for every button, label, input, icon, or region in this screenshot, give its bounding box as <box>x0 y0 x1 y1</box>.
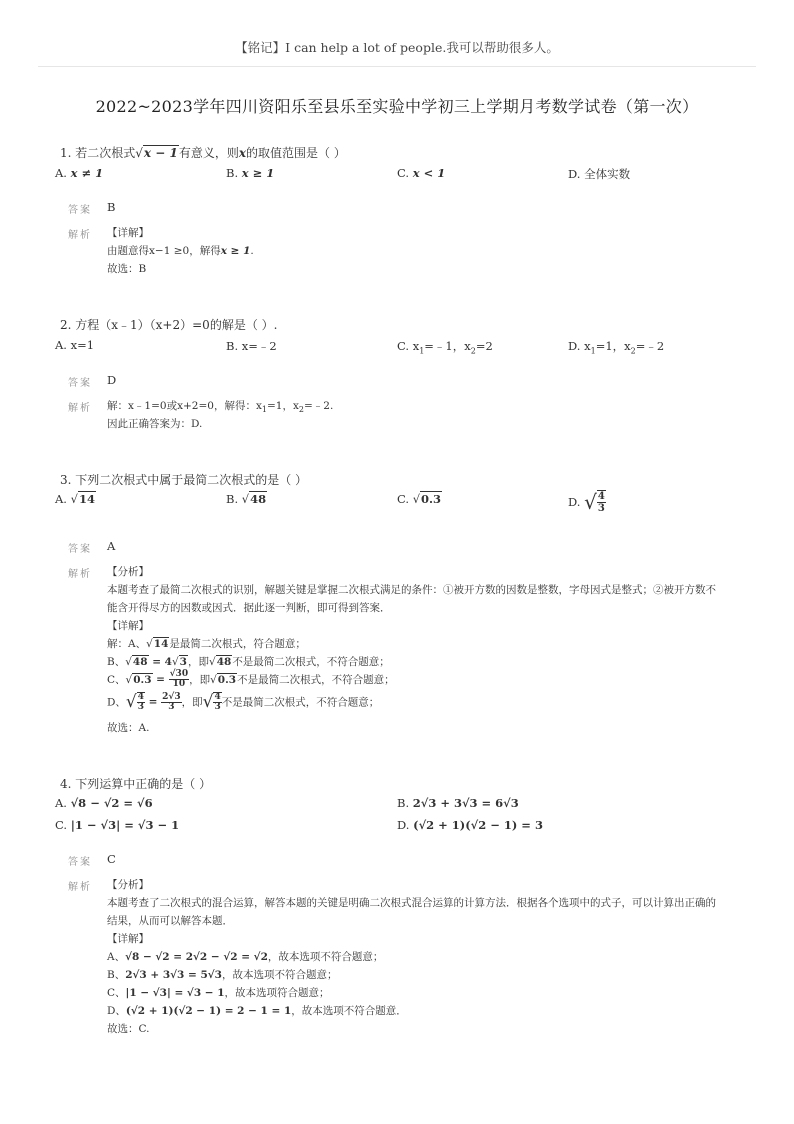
q3-exp-line3 <box>107 670 395 689</box>
q2-exp-line1-c: =﹣2. <box>303 400 334 412</box>
q4-answer-label: 答案 <box>68 857 92 868</box>
q3-exp-line4 <box>107 692 379 712</box>
q1-option-c[interactable] <box>397 166 445 180</box>
q3-option-d[interactable] <box>568 490 606 514</box>
q1-option-c-letter: C. <box>397 166 410 180</box>
q4-exp-tag2: 【详解】 <box>107 933 149 945</box>
q3-answer-label: 答案 <box>68 544 92 555</box>
q3-exp-line4-a: D、 <box>107 696 126 709</box>
q1-answer: B <box>107 200 116 214</box>
q3-exp-line2-radical2: √3 <box>171 656 187 668</box>
q2-option-c-sub1: 1 <box>419 346 425 356</box>
q3-option-d-letter: D. <box>568 495 581 509</box>
q1-option-d[interactable] <box>568 166 630 182</box>
q2-option-c-c: =2 <box>475 339 493 353</box>
q3-option-a-radical: √14 <box>70 492 95 506</box>
q3-exp-line3-radical2: √0.3 <box>210 673 237 686</box>
q3-option-c-letter: C. <box>397 492 410 506</box>
q1-analysis-label: 解析 <box>68 230 92 241</box>
q4-option-d[interactable] <box>397 818 543 832</box>
q3-exp-line3-numerator: √30 <box>169 669 189 679</box>
q4-exp-line2-a: B、 <box>107 969 126 981</box>
q4-exp-line3 <box>107 985 330 1000</box>
q4-option-d-expr: (√2 + 1)(√2 − 1) = 3 <box>413 818 543 832</box>
q2-option-c-b: =﹣1，x <box>424 339 471 353</box>
q4-answer: C <box>107 852 116 866</box>
q4-exp-line2 <box>107 967 337 982</box>
q3-exp-line5: 故选：A. <box>107 722 150 734</box>
q3-exp-para2: 能含开得尽方的因数或因式．据此逐一判断，即可得到答案． <box>107 602 391 614</box>
q3-option-b[interactable] <box>226 492 267 506</box>
q4-exp-line4 <box>107 1003 407 1018</box>
q1-option-c-text: x < 1 <box>412 166 446 180</box>
q4-option-a-expr: √8 − √2 = √6 <box>70 796 153 810</box>
q3-exp-line2-b: ，即 <box>187 656 209 668</box>
q3-exp-line3-denominator: 10 <box>172 679 186 689</box>
q2-option-a[interactable]: A. x=1 <box>55 338 95 352</box>
q3-exp-line1-radical: √14 <box>146 638 169 650</box>
q1-stem-part-a: 1. 若二次根式 <box>60 146 136 160</box>
q3-exp-line2-radical1: √48 <box>125 656 148 668</box>
q3-exp-line2-radical3: √48 <box>208 656 232 668</box>
q2-option-d-sub1: 1 <box>590 346 596 356</box>
q1-exp-line1 <box>107 243 254 258</box>
q3-exp-line2-a: B、 <box>107 656 126 668</box>
q3-exp-line3-b: ，即 <box>189 674 211 686</box>
q4-option-b-expr: 2√3 + 3√3 = 6√3 <box>412 796 519 810</box>
q2-option-c-a: C. x <box>397 339 420 353</box>
q3-exp-line3-radicand1: 0.3 <box>133 673 152 686</box>
q1-option-a-text: x ≠ 1 <box>70 166 104 180</box>
q2-analysis-label: 解析 <box>68 403 92 414</box>
q2-option-d-c: =﹣2 <box>635 339 665 353</box>
q3-stem: 3. 下列二次根式中属于最简二次根式的是（ ） <box>60 473 308 487</box>
q2-option-d[interactable] <box>568 338 664 355</box>
q3-option-a-radicand: 14 <box>78 492 95 506</box>
q3-exp-tag1: 【分析】 <box>107 566 149 578</box>
q4-option-c[interactable] <box>55 818 179 832</box>
q2-exp-line1-a: 解：x﹣1=0或x+2=0，解得：x <box>107 400 262 412</box>
q3-option-d-fraction <box>597 490 606 514</box>
q4-option-a-letter: A. <box>55 796 67 810</box>
q4-option-c-letter: C. <box>55 818 68 832</box>
q3-exp-line3-fraction <box>169 670 189 689</box>
q1-option-a[interactable] <box>55 166 103 180</box>
q4-exp-line1-b: ，故本选项不符合题意； <box>267 951 384 963</box>
q1-stem-part-b: 有意义，则 <box>178 146 239 160</box>
q3-option-d-numerator: 4 <box>597 491 605 502</box>
q3-exp-line1-radicand: 14 <box>153 638 169 650</box>
q3-exp-line4-denominator3: 3 <box>214 702 221 712</box>
q1-answer-label: 答案 <box>68 205 92 216</box>
q4-exp-line1-a: A、 <box>107 951 126 963</box>
q1-exp-tag: 【详解】 <box>107 227 149 239</box>
q3-answer: A <box>107 539 116 553</box>
q2-option-d-a: D. x <box>568 339 591 353</box>
q4-exp-tag1: 【分析】 <box>107 879 149 891</box>
q1-option-d-letter: D. <box>568 167 581 181</box>
q2-exp-line1-sub2: 2 <box>298 405 304 415</box>
q3-option-b-radicand: 48 <box>250 492 267 506</box>
q1-option-a-letter: A. <box>55 166 67 180</box>
page-title: 2022~2023学年四川资阳乐至县乐至实验中学初三上学期月考数学试卷（第一次） <box>95 97 699 116</box>
header-divider <box>38 66 756 67</box>
q4-option-a[interactable] <box>55 796 153 810</box>
q2-option-d-b: =1，x <box>595 339 631 353</box>
q3-exp-line3-c: 不是最简二次根式，不符合题意； <box>237 674 395 686</box>
q2-stem: 2. 方程（x﹣1）（x+2）=0的解是（ ）. <box>60 318 278 332</box>
q3-exp-line2-radicand1: 48 <box>132 656 148 668</box>
q4-stem: 4. 下列运算中正确的是（ ） <box>60 777 212 791</box>
q4-exp-para2: 结果，从而可以解答本题． <box>107 915 233 927</box>
q1-exp-line1-c: . <box>250 245 254 257</box>
q4-exp-para1: 本题考查了二次根式的混合运算，解答本题的关键是明确二次根式混合运算的计算方法．根据各个选项中的式子，可以计算出正确的 <box>107 897 716 909</box>
q3-exp-line4-fraction3 <box>213 692 221 712</box>
q4-analysis-label: 解析 <box>68 882 92 893</box>
q3-option-c[interactable] <box>397 492 442 506</box>
q3-exp-line4-radical-sign1: √ <box>125 692 137 712</box>
q3-exp-line4-b: ，即 <box>181 696 203 709</box>
q4-exp-line2-expr: 2√3 + 3√3 = 5√3 <box>125 969 222 981</box>
q3-option-c-radicand: 0.3 <box>421 492 442 506</box>
q3-exp-line4-denominator1: 3 <box>137 702 145 712</box>
q4-exp-line5: 故选：C. <box>107 1023 150 1035</box>
q3-exp-line2-c: 不是最简二次根式，不符合题意； <box>232 656 390 668</box>
q3-exp-line4-denominator2: 3 <box>168 701 175 712</box>
q3-option-a-letter: A. <box>55 492 67 506</box>
q3-exp-tag2: 【详解】 <box>107 620 149 632</box>
q1-option-b[interactable] <box>226 166 274 180</box>
q3-exp-line1 <box>107 636 306 651</box>
q3-exp-line4-radical-sign2: √ <box>202 692 214 712</box>
q4-exp-line3-a: C、 <box>107 987 126 999</box>
q3-exp-line1-a: 解：A、 <box>107 638 147 650</box>
q3-exp-line3-mid: = <box>152 673 169 686</box>
q3-option-a[interactable] <box>55 492 96 506</box>
q3-exp-line4-c: 不是最简二次根式，不符合题意； <box>221 696 380 709</box>
q3-exp-line2-radicand3: 48 <box>216 656 232 668</box>
q1-stem-radical: √x − 1 <box>135 146 178 160</box>
q3-exp-para1: 本题考查了最简二次根式的识别，解题关键是掌握二次根式满足的条件：①被开方数的因数是整数，字母因式是整式；②被开方数不 <box>107 584 716 596</box>
q4-option-b[interactable] <box>397 796 519 810</box>
q2-option-d-sub2: 2 <box>630 346 636 356</box>
q4-exp-line1-expr: √8 − √2 = 2√2 − √2 = √2 <box>125 951 268 963</box>
q4-exp-line3-b: ，故本选项符合题意； <box>224 987 330 999</box>
q3-option-b-letter: B. <box>226 492 239 506</box>
q2-exp-line1 <box>107 398 333 414</box>
q2-answer: D <box>107 373 117 387</box>
q3-option-c-radical: √0.3 <box>412 492 442 506</box>
q2-answer-label: 答案 <box>68 378 92 389</box>
q3-exp-line1-b: 是最简二次根式，符合题意； <box>169 638 306 650</box>
q3-exp-line3-radicand2: 0.3 <box>217 673 237 686</box>
q1-exp-line2: 故选：B <box>107 263 147 275</box>
q2-exp-line1-b: =1，x <box>266 400 299 412</box>
q1-option-d-text: 全体实数 <box>584 167 631 181</box>
q3-exp-line4-fraction1 <box>137 692 145 712</box>
q3-exp-line4-numerator3: 4 <box>214 692 221 702</box>
q4-exp-line4-a: D、 <box>107 1005 126 1017</box>
q3-exp-line4-numerator2: 2√3 <box>162 691 181 702</box>
q2-exp-line2: 因此正确答案为：D. <box>107 418 203 430</box>
q3-option-d-radical-sign: √ <box>584 490 597 514</box>
q4-option-b-letter: B. <box>397 796 410 810</box>
q3-exp-line3-radical1: √0.3 <box>125 673 152 686</box>
q3-exp-line4-numerator1: 4 <box>137 692 145 702</box>
q1-option-b-text: x ≥ 1 <box>241 166 275 180</box>
q3-exp-line4-fraction2 <box>161 693 181 712</box>
q3-exp-line2-mid: = 4 <box>148 656 172 668</box>
q4-exp-line1 <box>107 949 383 964</box>
q1-exp-line1-a: 由题意得x−1 ≥0，解得 <box>107 245 221 257</box>
q3-exp-line3-a: C、 <box>107 674 126 686</box>
q2-exp-line1-sub1: 1 <box>261 405 267 415</box>
q4-exp-line2-b: ，故本选项不符合题意； <box>221 969 338 981</box>
q2-option-c[interactable] <box>397 338 493 355</box>
q4-option-d-letter: D. <box>397 818 410 832</box>
q4-exp-line4-expr: (√2 + 1)(√2 − 1) = 2 − 1 = 1 <box>125 1005 292 1017</box>
q3-analysis-label: 解析 <box>68 569 92 580</box>
q3-option-d-denominator: 3 <box>597 503 605 514</box>
q3-exp-line2 <box>107 654 390 669</box>
q1-exp-line1-math: x ≥ 1 <box>220 245 251 257</box>
q1-stem-part-c: 的取值范围是（ ） <box>246 146 346 160</box>
q2-option-b[interactable]: B. x=﹣2 <box>226 339 277 353</box>
q1-stem-var: x <box>238 146 247 160</box>
q1-option-b-letter: B. <box>226 166 239 180</box>
q3-option-b-radical: √48 <box>241 492 267 506</box>
q3-exp-line2-radicand2: 3 <box>179 656 187 668</box>
q4-exp-line4-b: ，故本选项不符合题意． <box>291 1005 407 1017</box>
q2-option-c-sub2: 2 <box>470 346 476 356</box>
q3-exp-line4-mid: = <box>145 696 162 708</box>
q4-option-c-expr: |1 − √3| = √3 − 1 <box>70 818 180 832</box>
motto-header: 【铭记】I can help a lot of people.我可以帮助很多人。 <box>235 40 559 55</box>
q4-exp-line3-expr: |1 − √3| = √3 − 1 <box>125 987 225 999</box>
q1-stem-radicand: x − 1 <box>143 146 178 160</box>
q1-stem <box>60 144 346 161</box>
